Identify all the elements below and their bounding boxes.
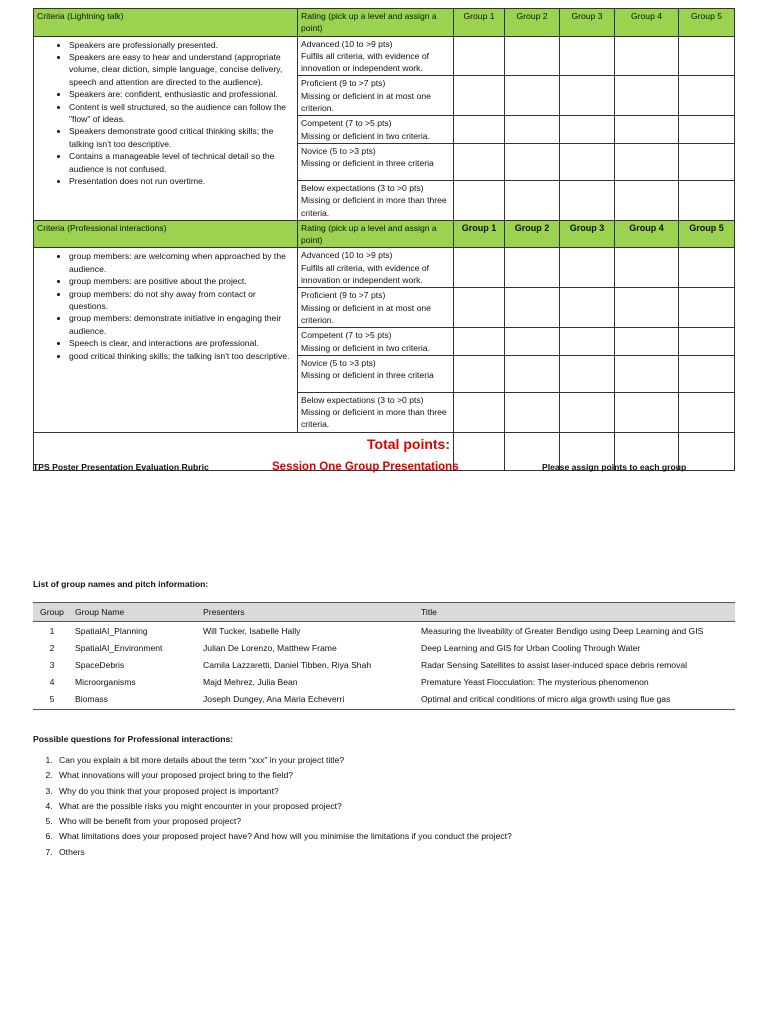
group-list-table (33, 602, 735, 710)
score-cell[interactable] (679, 355, 735, 392)
column-header: Title (417, 603, 735, 622)
group-header-2: Group 2 (505, 220, 560, 248)
table-row (33, 690, 735, 710)
score-cell[interactable] (505, 248, 560, 288)
rating-level: Advanced (10 to >9 pts) Fulfils all criteria, with evidence of innovation or independent work. (298, 248, 454, 288)
criteria-item: • group members: are positive about the project. (69, 275, 294, 287)
group-list-header (33, 603, 735, 622)
group-number: 4 (49, 676, 55, 687)
rating-level: Proficient (9 to >7 pts) Missing or deficient in at most one criterion. (298, 288, 454, 328)
criteria-item: • Speakers demonstrate good critical thinking skills; the talking isn't too descriptive. (69, 125, 294, 150)
criteria-item: • group members: demonstrate initiative in engaging their audience. (69, 312, 294, 337)
criteria-list-professional-interactions (37, 250, 294, 362)
question-item: 3. Why do you think that your proposed project is important? (55, 784, 755, 799)
project-title: Optimal and critical conditions of micro alga growth using flue gas (417, 690, 735, 710)
project-title: Radar Sensing Satellites to assist laser-induced space debris removal (421, 659, 688, 670)
group-list-title: List of group names and pitch information: (33, 579, 209, 589)
score-cell[interactable] (505, 180, 560, 220)
table-row (33, 622, 735, 640)
score-cell[interactable] (560, 76, 615, 116)
evaluation-rubric-table (33, 8, 735, 471)
criteria-item: • Speakers are easy to hear and understand (appropriate volume, clear diction, simple language, concise delivery, speech and attention are directed to the audience). (69, 51, 294, 88)
rating-level: Competent (7 to >5 pts) Missing or deficient in two criteria. (298, 116, 454, 144)
group-header-1: Group 1 (454, 9, 505, 37)
score-cell[interactable] (679, 36, 735, 76)
rating-row (34, 36, 735, 76)
score-cell[interactable] (679, 143, 735, 180)
presenters: Joseph Dungey, Ana Maria Echeverri (199, 690, 417, 710)
group-header-4: Group 4 (615, 9, 679, 37)
score-cell[interactable] (560, 180, 615, 220)
score-cell[interactable] (615, 248, 679, 288)
score-cell[interactable] (679, 288, 735, 328)
criteria-header: Criteria (Professional interactions) (34, 220, 298, 248)
score-cell[interactable] (560, 328, 615, 356)
presenters: Camila Lazzaretti, Daniel Tibben, Riya Shah (203, 659, 372, 670)
score-cell[interactable] (560, 355, 615, 392)
score-cell[interactable] (615, 392, 679, 432)
question-item: 4. What are the possible risks you might encounter in your proposed project? (55, 799, 755, 814)
score-cell[interactable] (615, 328, 679, 356)
score-cell[interactable] (505, 392, 560, 432)
column-header: Presenters (199, 603, 417, 622)
group-header-3: Group 3 (560, 220, 615, 248)
group-name: SpaceDebris (75, 659, 125, 670)
criteria-item: • group members: are welcoming when approached by the audience. (69, 250, 294, 275)
score-cell[interactable] (615, 76, 679, 116)
score-cell[interactable] (615, 36, 679, 76)
score-cell[interactable] (679, 180, 735, 220)
total-cell[interactable] (454, 432, 505, 470)
table-row (33, 639, 735, 656)
questions-title: Possible questions for Professional interactions: (33, 734, 234, 744)
score-cell[interactable] (679, 76, 735, 116)
score-cell[interactable] (454, 355, 505, 392)
score-cell[interactable] (454, 180, 505, 220)
score-cell[interactable] (615, 180, 679, 220)
score-cell[interactable] (505, 116, 560, 144)
score-cell[interactable] (615, 116, 679, 144)
group-number: 1 (49, 625, 55, 636)
rating-header: Rating (pick up a level and assign a point) (298, 220, 454, 248)
rating-level: Novice (5 to >3 pts) Missing or deficient in three criteria (298, 355, 454, 392)
score-cell[interactable] (560, 392, 615, 432)
score-cell[interactable] (560, 36, 615, 76)
group-name: Biomass (71, 690, 199, 710)
presenters: Majd Mehrez, Julia Bean (203, 676, 298, 687)
rating-level: Novice (5 to >3 pts) Missing or deficient in three criteria (298, 143, 454, 180)
group-name: SpatialAI_Environment (75, 642, 163, 653)
score-cell[interactable] (505, 36, 560, 76)
score-cell[interactable] (560, 143, 615, 180)
group-header-1: Group 1 (454, 220, 505, 248)
total-points-label: Total points: (367, 435, 450, 452)
criteria-item: • good critical thinking skills; the talking isn't too descriptive. (69, 350, 294, 362)
score-cell[interactable] (679, 116, 735, 144)
score-cell[interactable] (505, 288, 560, 328)
criteria-list-cell (34, 36, 298, 220)
criteria-list-cell (34, 248, 298, 432)
score-cell[interactable] (454, 392, 505, 432)
score-cell[interactable] (505, 328, 560, 356)
presenters: Will Tucker, Isabelle Hally (203, 625, 301, 636)
rating-level: Below expectations (3 to >0 pts) Missing or deficient in more than three criteria. (298, 392, 454, 432)
total-cell[interactable] (679, 432, 735, 470)
criteria-list-lightning-talk (37, 39, 294, 188)
score-cell[interactable] (454, 248, 505, 288)
project-title: Deep Learning and GIS for Urban Cooling Through Water (421, 642, 641, 653)
rubric-header-professional-interactions (34, 220, 735, 248)
score-cell[interactable] (560, 288, 615, 328)
score-cell[interactable] (454, 288, 505, 328)
score-cell[interactable] (454, 143, 505, 180)
column-header: Group Name (71, 603, 199, 622)
table-row (33, 656, 735, 673)
score-cell[interactable] (615, 143, 679, 180)
criteria-item: • Presentation does not run overtime. (69, 175, 294, 187)
question-item: 6. What limitations does your proposed project have? And how will you minimise the limitations if you conduct the project? (55, 829, 755, 844)
rubric-header-lightning-talk (34, 9, 735, 37)
score-cell[interactable] (505, 76, 560, 116)
group-number: 5 (33, 690, 71, 710)
group-name: SpatialAI_Planning (75, 625, 148, 636)
score-cell[interactable] (505, 143, 560, 180)
group-header-4: Group 4 (615, 220, 679, 248)
criteria-header: Criteria (Lightning talk) (34, 9, 298, 37)
score-cell[interactable] (454, 116, 505, 144)
group-name: Microorganisms (75, 676, 136, 687)
questions-list (33, 753, 755, 860)
question-item: 2. What innovations will your proposed project bring to the field? (55, 768, 755, 783)
score-cell[interactable] (679, 392, 735, 432)
group-header-5: Group 5 (679, 9, 735, 37)
question-item: 1. Can you explain a bit more details about the term “xxx” in your project title? (55, 753, 755, 768)
group-header-5: Group 5 (679, 220, 735, 248)
criteria-item: • group members: do not shy away from contact or questions. (69, 288, 294, 313)
presenters: Julian De Lorenzo, Matthew Frame (203, 642, 337, 653)
group-header-2: Group 2 (505, 9, 560, 37)
group-number: 3 (49, 659, 55, 670)
question-item: 5. Who will be benefit from your proposed project? (55, 814, 755, 829)
assign-points-note: Please assign points to each group (542, 462, 687, 472)
rating-level: Advanced (10 to >9 pts) Fulfils all criteria, with evidence of innovation or independent work. (298, 36, 454, 76)
score-cell[interactable] (615, 355, 679, 392)
table-row (33, 673, 735, 690)
criteria-item: • Speech is clear, and interactions are professional. (69, 337, 294, 349)
score-cell[interactable] (454, 36, 505, 76)
criteria-item: • Contains a manageable level of technical detail so the audience is not confused. (69, 150, 294, 175)
rating-level: Below expectations (3 to >0 pts) Missing or deficient in more than three criteria. (298, 180, 454, 220)
criteria-item: • Speakers are: confident, enthusiastic and professional. (69, 88, 294, 100)
score-cell[interactable] (615, 288, 679, 328)
column-header: Group (33, 603, 71, 622)
criteria-item: • Content is well structured, so the audience can follow the "flow" of ideas. (69, 101, 294, 126)
rating-row (34, 248, 735, 288)
rating-level: Proficient (9 to >7 pts) Missing or deficient in at most one criterion. (298, 76, 454, 116)
rubric-caption: TPS Poster Presentation Evaluation Rubric (33, 462, 209, 472)
score-cell[interactable] (560, 248, 615, 288)
group-number: 2 (49, 642, 55, 653)
rating-level: Competent (7 to >5 pts) Missing or deficient in two criteria. (298, 328, 454, 356)
session-title: Session One Group Presentations (272, 461, 459, 473)
score-cell[interactable] (679, 248, 735, 288)
criteria-item: • Speakers are professionally presented. (69, 39, 294, 51)
question-item: 7. Others (55, 845, 755, 860)
score-cell[interactable] (505, 355, 560, 392)
rating-header: Rating (pick up a level and assign a point) (298, 9, 454, 37)
score-cell[interactable] (454, 328, 505, 356)
group-header-3: Group 3 (560, 9, 615, 37)
score-cell[interactable] (560, 116, 615, 144)
score-cell[interactable] (679, 328, 735, 356)
score-cell[interactable] (454, 76, 505, 116)
project-title: Measuring the liveability of Greater Bendigo using Deep Learning and GIS (421, 625, 704, 636)
project-title: Premature Yeast Flocculation: The mysterious phenomenon (421, 676, 649, 687)
